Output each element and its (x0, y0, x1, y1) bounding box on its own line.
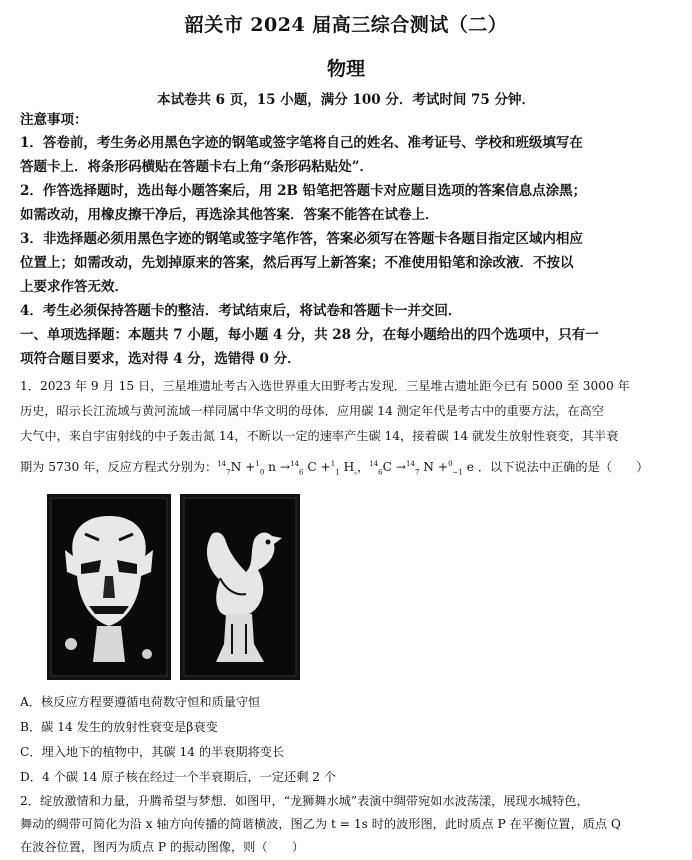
notice-line-1: 1．答卷前，考生务必用黑色字迹的钢笔或签字笔将自己的姓名、准考证号、学校和班级填写在 (20, 135, 583, 151)
q1-option-b[interactable]: B．碳 14 发生的放射性衰变是β衰变 (20, 720, 218, 734)
section1-line-2: 项符合题目要求，选对得 4 分，选错得 0 分． (20, 351, 301, 367)
exam-info: 本试卷共 6 页，15 小题，满分 100 分．考试时间 75 分钟． (156, 92, 536, 108)
q2-line-3: 在波谷位置，图丙为质点 P 的振动图像，则（ ） (20, 840, 305, 854)
artifact-image-mask (47, 494, 171, 684)
notice-line-5: 3．非选择题必须用黑色字迹的钢笔或签字笔作答，答案必须写在答题卡各题目指定区域内相应 (20, 231, 583, 247)
q2-line-1: 2．绽放激情和力量，升腾希望与梦想．如图甲，“龙狮舞水城”表演中绸带宛如水波荡漾，展现水城特色， (20, 794, 589, 808)
notice-line-7: 上要求作答无效． (20, 279, 128, 295)
q1-line-3: 大气中，来自宇宙射线的中子轰击氮 14，不断以一定的速率产生碳 14，接着碳 14 就发生放射性衰变，其半衰 (20, 429, 619, 443)
subject-title: 物理 (326, 58, 365, 80)
q1-line-2: 历史，昭示长江流域与黄河流域一样同属中华文明的母体．应用碳 14 测定年代是考古中的重要方法，在高空 (20, 404, 604, 418)
q2-line-2: 舞动的绸带可简化为沿 x 轴方向传播的简谐横波，图乙为 t = 1s 时的波形图，此时质点 P 在平衡位置，质点 Q (20, 817, 621, 831)
notice-heading: 注意事项： (20, 112, 88, 128)
notice-line-2: 答题卡上．将条形码横贴在答题卡右上角“条形码粘贴处”． (20, 159, 374, 175)
q1-option-a[interactable]: A．核反应方程要遵循电荷数守恒和质量守恒 (20, 695, 261, 709)
exam-title: 韶关市 2024 届高三综合测试（二） (184, 14, 508, 36)
notice-line-3: 2．作答选择题时，选出每小题答案后，用 2B 铅笔把答题卡对应题目选项的答案信息点涂黑； (20, 183, 587, 199)
notice-line-6: 位置上；如需改动，先划掉原来的答案，然后再写上新答案；不准使用铅笔和涂改液．不按以 (20, 255, 574, 271)
q1-line-4 (20, 452, 672, 486)
q1-line-4-pre: 期为 5730 年，反应方程式分别为： (20, 460, 218, 475)
nuclear-equation: $^{14}_7$N +$^1_0$ n →$^{14}_6$ C +$^1_1$ $H_{_5}$，$^{14}_6$C →$^{14}_7$ N +$^0_{-1}$ e (217, 460, 478, 477)
notice-line-8: 4．考生必须保持答题卡的整洁．考试结束后，将试卷和答题卡一并交回． (20, 303, 462, 319)
notice-line-4: 如需改动，用橡皮擦干净后，再选涂其他答案．答案不能答在试卷上． (20, 207, 439, 223)
q1-option-d[interactable]: D．4 个碳 14 原子核在经过一个半衰期后，一定还剩 2 个 (20, 770, 337, 784)
q1-option-c[interactable]: C．埋入地下的植物中，其碳 14 的半衰期将变长 (20, 745, 285, 759)
q1-line-1: 1．2023 年 9 月 15 日，三星堆遗址考古入选世界重大田野考古发现．三星堆古遗址距今已有 5000 至 3000 年 (20, 379, 630, 393)
section1-line-1: 一、单项选择题：本题共 7 小题，每小题 4 分，共 28 分，在每小题给出的四个选项中，只有一 (20, 327, 599, 343)
artifact-image-bird (180, 494, 300, 684)
q1-line-4-post: ．以下说法中正确的是（ ） (477, 460, 649, 475)
